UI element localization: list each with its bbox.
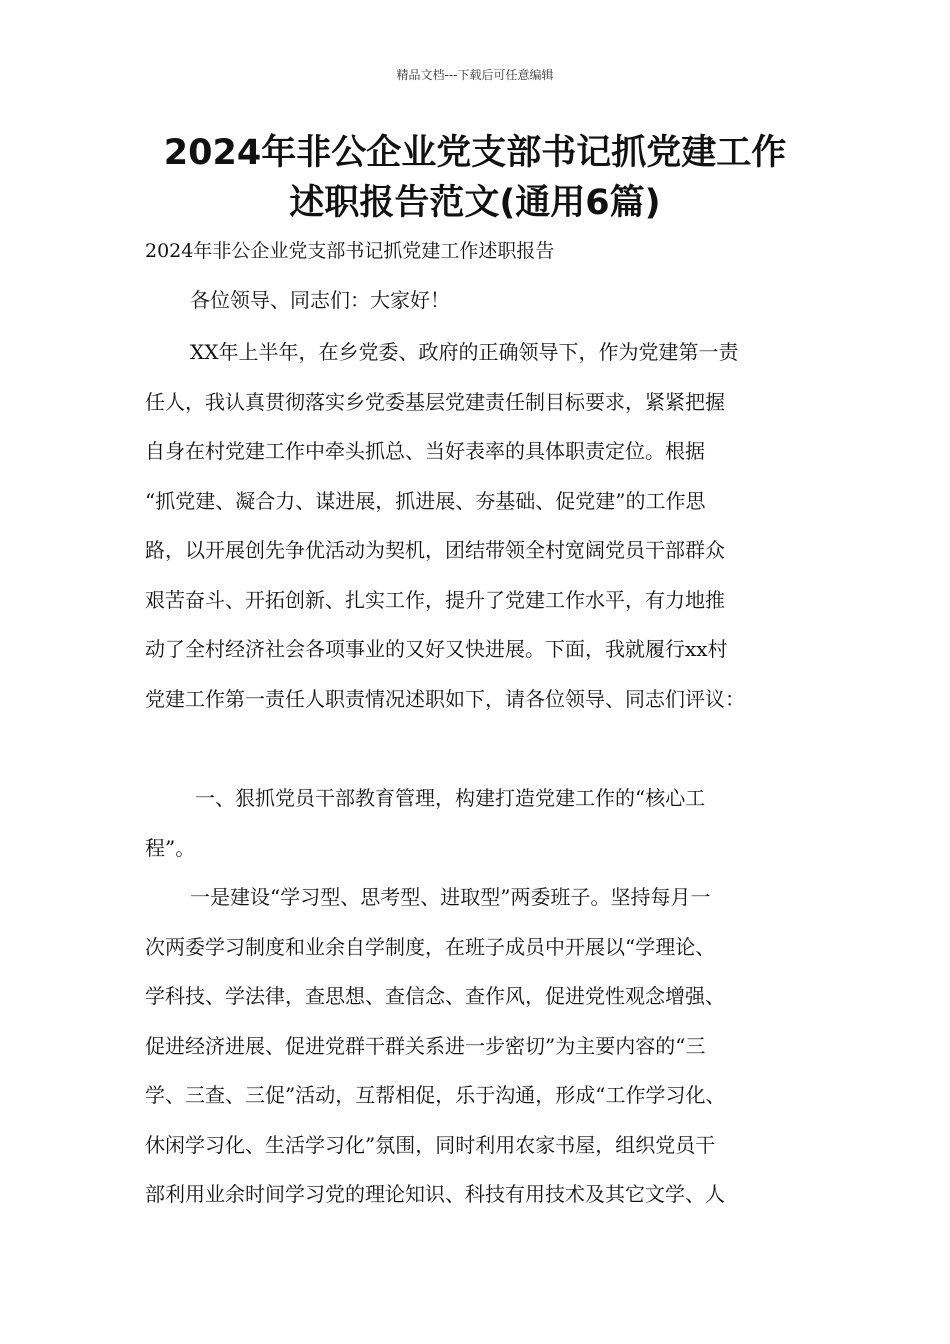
section-heading: 一、狠抓党员干部教育管理，构建打造党建工作的“核心工 (195, 786, 706, 810)
paragraph-line: “抓党建、凝合力、谋进展，抓进展、夯基础、促党建”的工作思 (145, 489, 706, 513)
section-heading-cont: 程”。 (145, 836, 196, 860)
paragraph-line: 休闲学习化、生活学习化”氛围，同时利用农家书屋，组织党员干 (145, 1133, 716, 1157)
section-subtitle: 2024年非公企业党支部书记抓党建工作述职报告 (145, 240, 555, 262)
paragraph-line: 艰苦奋斗、开拓创新、扎实工作，提升了党建工作水平，有力地推 (145, 588, 725, 612)
paragraph-line: 任人，我认真贯彻落实乡党委基层党建责任制目标要求，紧紧把握 (145, 390, 725, 414)
greeting: 各位领导、同志们：大家好！ (190, 288, 450, 312)
title-line-1: 2024年非公企业党支部书记抓党建工作 (163, 133, 787, 173)
paragraph-line: 一是建设“学习型、思考型、进取型”两委班子。坚持每月一 (190, 885, 711, 909)
paragraph-line: 路，以开展创先争优活动为契机，团结带领全村宽阔党员干部群众 (145, 538, 725, 562)
paragraph-line: 动了全村经济社会各项事业的又好又快进展。下面，我就履行xx村 (145, 637, 728, 661)
paragraph-line: 自身在村党建工作中牵头抓总、当好表率的具体职责定位。根据 (145, 439, 705, 463)
paragraph-line: 党建工作第一责任人职责情况述职如下，请各位领导、同志们评议： (145, 687, 745, 711)
paragraph-line: 次两委学习制度和业余自学制度，在班子成员中开展以“学理论、 (145, 935, 716, 959)
title-line-2: 述职报告范文(通用6篇) (289, 183, 661, 223)
paragraph-line: 促进经济进展、促进党群干群关系进一步密切”为主要内容的“三 (145, 1034, 706, 1058)
paragraph-line: 学、三查、三促”活动，互帮相促，乐于沟通，形成“工作学习化、 (145, 1083, 726, 1107)
paragraph-line: 部利用业余时间学习党的理论知识、科技有用技术及其它文学、人 (145, 1182, 725, 1206)
paragraph-line: 学科技、学法律，查思想、查信念、查作风，促进党性观念增强、 (145, 984, 725, 1008)
paragraph-line: XX年上半年，在乡党委、政府的正确领导下，作为党建第一责 (190, 340, 739, 364)
header-note: 精品文档---下载后可任意编辑 (396, 68, 554, 82)
document-title (100, 128, 850, 228)
